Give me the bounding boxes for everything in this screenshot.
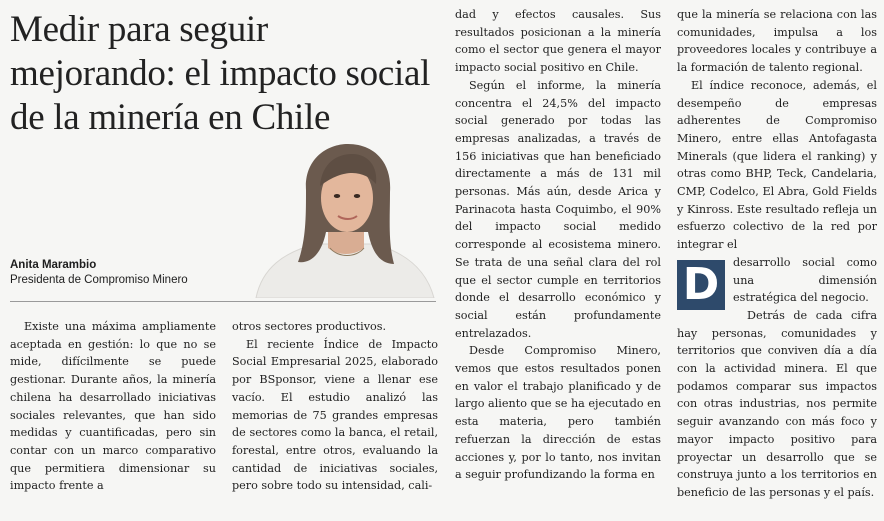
paragraph: Detrás de cada cifra hay personas, comunidades y territorios que conviven día a día con la actividad minera. El que podamos comparar sus impactos con otras industrias, nos permite seguir avanzando con más foco y mayor impacto positivo para proyectar un desarrollo que se construya junto a los territorios en beneficio de las personas y el país. [677, 308, 877, 499]
author-role: Presidenta de Compromiso Minero [10, 274, 188, 286]
author-name: Anita Marambio [10, 259, 97, 271]
article-column-1 [10, 318, 216, 495]
byline-divider [10, 301, 436, 302]
paragraph: Desde Compromiso Minero, vemos que estos resultados ponen en valor el trabajo planificado y de largo aliento que se ha ejecutado en esta materia, pero también refuerzan la dirección de estas acciones y, por lo tanto, nos invitan a seguir profundizando la forma en [455, 344, 662, 482]
article-column-2 [232, 318, 438, 495]
article-title: Medir para seguir mejorando: el impacto social de la minería en Chile [10, 9, 431, 138]
paragraph: dad y efectos causales. Sus resultados posicionan a la minería como el sector que genera el mayor impacto social positivo en Chile. [455, 8, 661, 75]
drop-cap: D [677, 260, 725, 310]
author-byline [10, 258, 250, 288]
paragraph: El reciente Índice de Impacto Social Empresarial 2025, elaborado por BSponsor, viene a llenar ese vacío. El estudio analizó las memorias de 75 grandes empresas de sectores como la banca, el retail, forestal, entre otros, evaluando la cantidad de iniciativas sociales, pero sobre todo su intensidad, cali- [232, 337, 438, 493]
author-portrait-illustration [254, 140, 436, 298]
paragraph: D desarrollo social como una dimensión estratégica del negocio. [677, 254, 877, 307]
paragraph: otros sectores productivos. [232, 320, 387, 333]
article-column-4 [677, 6, 877, 502]
article-column-3 [455, 6, 661, 484]
paragraph: Existe una máxima ampliamente aceptada en gestión: lo que no se mide, difícilmente se puede gestionar. Durante años, la minería chilena ha desarrollado iniciativas sociales relevantes, que han sido medidas y cuantificadas, pero sin contar con un marco comparativo que permitiera dimensionar su impacto frente a [10, 320, 216, 493]
paragraph: que la minería se relaciona con las comunidades, impulsa a los proveedores locales y contribuye a la formación de talento regional. [677, 8, 877, 75]
author-portrait [254, 140, 436, 298]
paragraph: Según el informe, la minería concentra el 24,5% del impacto social generado por todas las empresas analizadas, a través de 156 iniciativas que han beneficiado directamente a más de 131 mil personas. Más aún, desde Arica y Parinacota hasta Coquimbo, el 90% del impacto social medido corresponde al ecosistema minero. Se trata de una señal clara del rol que el sector cumple en territorios donde el desarrollo económico y social están profundamente entrelazados. [455, 78, 661, 340]
paragraph: El índice reconoce, además, el desempeño de empresas adherentes de Compromiso Minero, entre ellas Antofagasta Minerals (que lidera el ranking) y otras como BHP, Teck, Candelaria, CMP, Codelco, El Abra, Gold Fields y Kinross. Este resultado refleja un esfuerzo colectivo de la red por integrar el [677, 78, 877, 252]
